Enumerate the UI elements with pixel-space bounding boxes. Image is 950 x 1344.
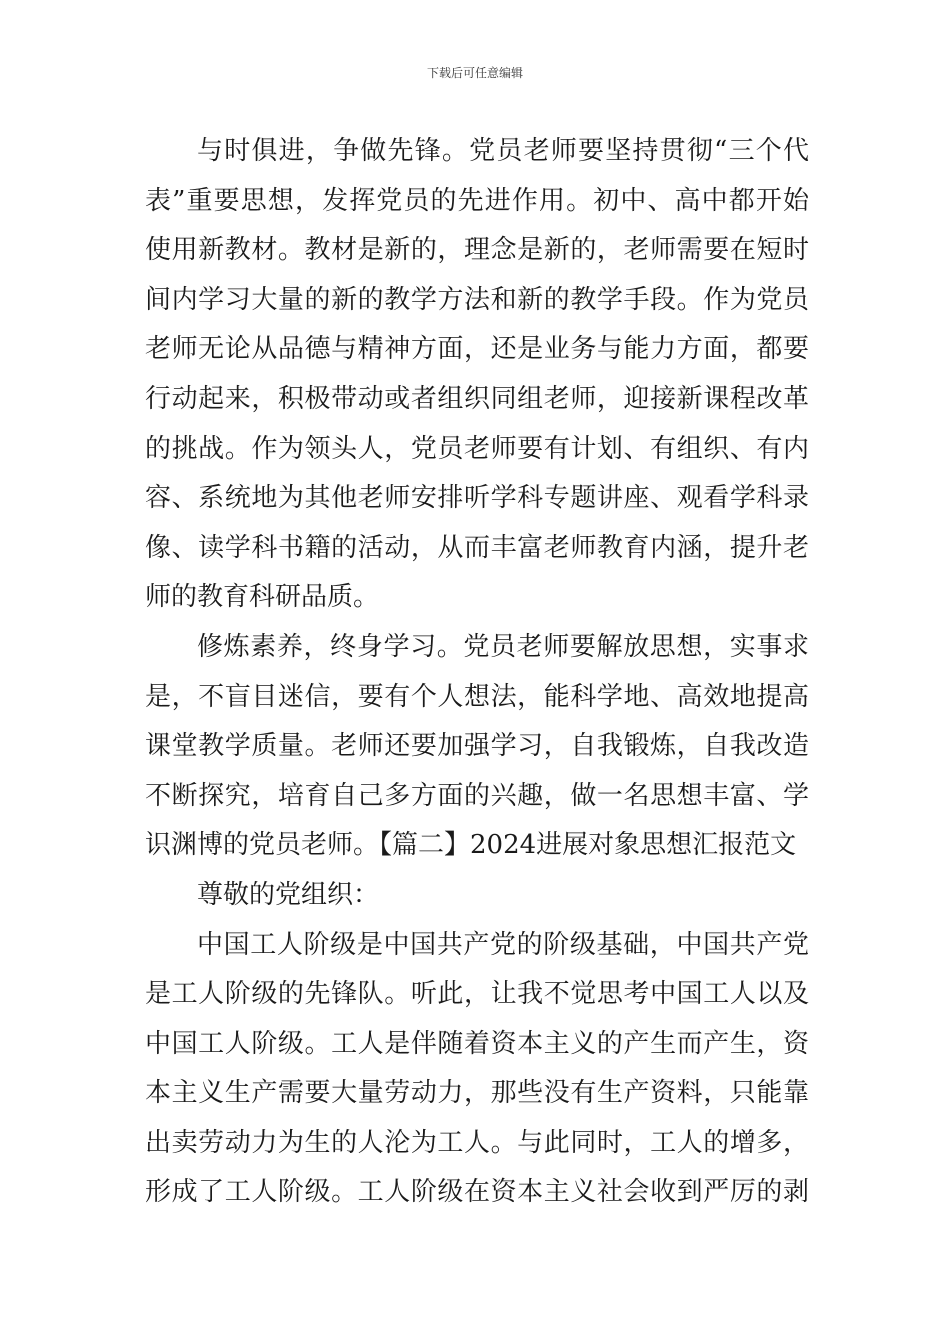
- text-line: 使用新教材。教材是新的，理念是新的，老师需要在短时: [145, 235, 809, 266]
- text-line: 老师无论从品德与精神方面，还是业务与能力方面，都要: [145, 334, 809, 365]
- text-line: 是工人阶级的先锋队。听此，让我不觉思考中国工人以及: [145, 979, 809, 1010]
- text-line: 师的教育科研品质。: [145, 582, 380, 613]
- page-header: 下载后可任意编辑: [426, 66, 523, 80]
- text-line: 出卖劳动力为生的人沦为工人。与此同时，工人的增多，: [145, 1127, 809, 1158]
- text-line: 课堂教学质量。老师还要加强学习，自我锻炼，自我改造: [145, 731, 809, 762]
- text-line: 中国工人阶级。工人是伴随着资本主义的产生而产生，资: [145, 1028, 809, 1059]
- text-line: 间内学习大量的新的教学方法和新的教学手段。作为党员: [145, 284, 809, 315]
- text-line: 修炼素养，终身学习。党员老师要解放思想，实事求: [197, 631, 809, 662]
- text-line: 识渊博的党员老师。【篇二】2024进展对象思想汇报范文: [145, 830, 797, 861]
- text-line: 行动起来，积极带动或者组织同组老师，迎接新课程改革: [145, 383, 809, 414]
- text-line: 像、读学科书籍的活动，从而丰富老师教育内涵，提升老: [145, 532, 809, 563]
- text-line: 不断探究，培育自己多方面的兴趣，做一名思想丰富、学: [145, 780, 809, 811]
- text-line: 本主义生产需要大量劳动力，那些没有生产资料，只能靠: [145, 1078, 809, 1109]
- text-line: 尊敬的党组织：: [197, 879, 380, 910]
- text-line: 形成了工人阶级。工人阶级在资本主义社会收到严厉的剥: [145, 1177, 809, 1208]
- text-line: 容、系统地为其他老师安排听学科专题讲座、观看学科录: [145, 483, 809, 514]
- text-line: 表”重要思想，发挥党员的先进作用。初中、高中都开始: [145, 185, 809, 216]
- text-line: 与时俱进，争做先锋。党员老师要坚持贯彻“三个代: [197, 136, 809, 166]
- text-line: 的挑战。作为领头人，党员老师要有计划、有组织、有内: [145, 433, 809, 464]
- document-body: [145, 127, 809, 1218]
- text-line: 是，不盲目迷信，要有个人想法，能科学地、高效地提高: [145, 681, 809, 712]
- text-line: 中国工人阶级是中国共产党的阶级基础，中国共产党: [197, 929, 809, 960]
